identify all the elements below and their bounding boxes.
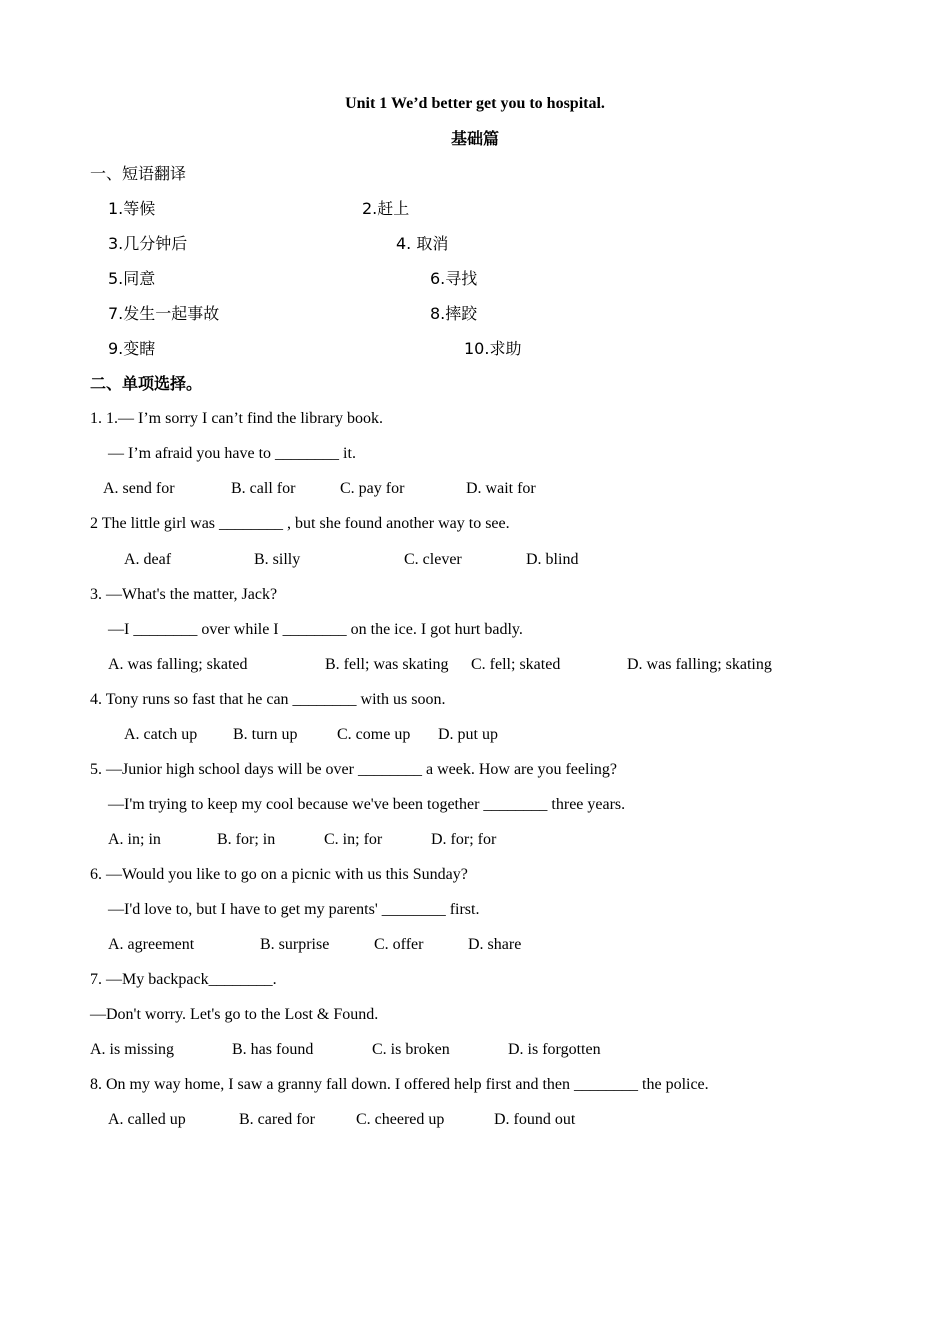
page-subtitle: 基础篇 <box>450 129 499 148</box>
question-4-option-b: B. turn up <box>233 726 298 743</box>
question-1-option-c: C. pay for <box>340 480 405 497</box>
question-5-reply: —I'm trying to keep my cool because we've been together ________ three years. <box>108 796 626 813</box>
question-4-option-a: A. catch up <box>124 726 198 743</box>
question-5-option-b: B. for; in <box>217 831 276 848</box>
phrase-item: 2.赶上 <box>362 199 410 218</box>
question-7-option-d: D. is forgotten <box>508 1041 601 1058</box>
question-3-option-d: D. was falling; skating <box>627 656 772 673</box>
question-2-option-b: B. silly <box>254 551 301 568</box>
question-5-option-c: C. in; for <box>324 831 383 848</box>
question-3-option-a: A. was falling; skated <box>108 656 248 673</box>
question-3-option-c: C. fell; skated <box>471 656 561 673</box>
question-8-option-d: D. found out <box>494 1111 576 1128</box>
question-6-option-d: D. share <box>468 936 522 953</box>
question-4-option-d: D. put up <box>438 726 498 743</box>
phrase-item: 4. 取消 <box>396 234 449 253</box>
phrase-item: 7.发生一起事故 <box>108 304 220 323</box>
question-7-reply: —Don't worry. Let's go to the Lost & Found. <box>90 1006 379 1023</box>
question-6-option-b: B. surprise <box>260 936 330 953</box>
question-1-stem: 1. 1.— I’m sorry I can’t find the library book. <box>90 410 383 427</box>
page-title: Unit 1 We’d better get you to hospital. <box>345 95 605 112</box>
question-5-stem: 5. —Junior high school days will be over ________ a week. How are you feeling? <box>90 761 617 778</box>
question-4-option-c: C. come up <box>337 726 411 743</box>
phrase-item: 9.变瞎 <box>108 339 156 358</box>
question-3-stem: 3. —What's the matter, Jack? <box>90 586 278 603</box>
section2-heading: 二、单项选择。 <box>90 374 203 393</box>
question-7-stem: 7. —My backpack________. <box>90 971 277 988</box>
question-7-option-a: A. is missing <box>90 1041 175 1058</box>
question-2-option-a: A. deaf <box>124 551 172 568</box>
question-1-option-b: B. call for <box>231 480 296 497</box>
phrase-item: 1.等候 <box>108 199 156 218</box>
phrase-item: 6.寻找 <box>430 269 478 288</box>
question-3-option-b: B. fell; was skating <box>325 656 449 673</box>
question-5-option-d: D. for; for <box>431 831 497 848</box>
phrase-item: 10.求助 <box>464 339 522 358</box>
question-8-option-b: B. cared for <box>239 1111 315 1128</box>
question-7-option-b: B. has found <box>232 1041 314 1058</box>
phrase-item: 5.同意 <box>108 269 156 288</box>
question-6-reply: —I'd love to, but I have to get my parents' ________ first. <box>108 901 480 918</box>
question-8-option-a: A. called up <box>108 1111 186 1128</box>
question-2-stem: 2 The little girl was ________ , but she found another way to see. <box>90 515 510 532</box>
question-2-option-c: C. clever <box>404 551 462 568</box>
question-1-option-d: D. wait for <box>466 480 536 497</box>
question-6-stem: 6. —Would you like to go on a picnic with us this Sunday? <box>90 866 468 883</box>
question-6-option-a: A. agreement <box>108 936 195 953</box>
question-2-option-d: D. blind <box>526 551 579 568</box>
question-5-option-a: A. in; in <box>108 831 161 848</box>
question-3-reply: —I ________ over while I ________ on the ice. I got hurt badly. <box>108 621 523 638</box>
question-1-reply: — I’m afraid you have to ________ it. <box>108 445 356 462</box>
section1-heading: 一、短语翻译 <box>90 164 187 183</box>
phrase-item: 3.几分钟后 <box>108 234 188 253</box>
question-6-option-c: C. offer <box>374 936 424 953</box>
phrase-item: 8.摔跤 <box>430 304 478 323</box>
question-8-stem: 8. On my way home, I saw a granny fall down. I offered help first and then ________ the police. <box>90 1076 709 1093</box>
question-7-option-c: C. is broken <box>372 1041 450 1058</box>
question-8-option-c: C. cheered up <box>356 1111 445 1128</box>
question-4-stem: 4. Tony runs so fast that he can ________ with us soon. <box>90 691 446 708</box>
question-1-option-a: A. send for <box>103 480 175 497</box>
